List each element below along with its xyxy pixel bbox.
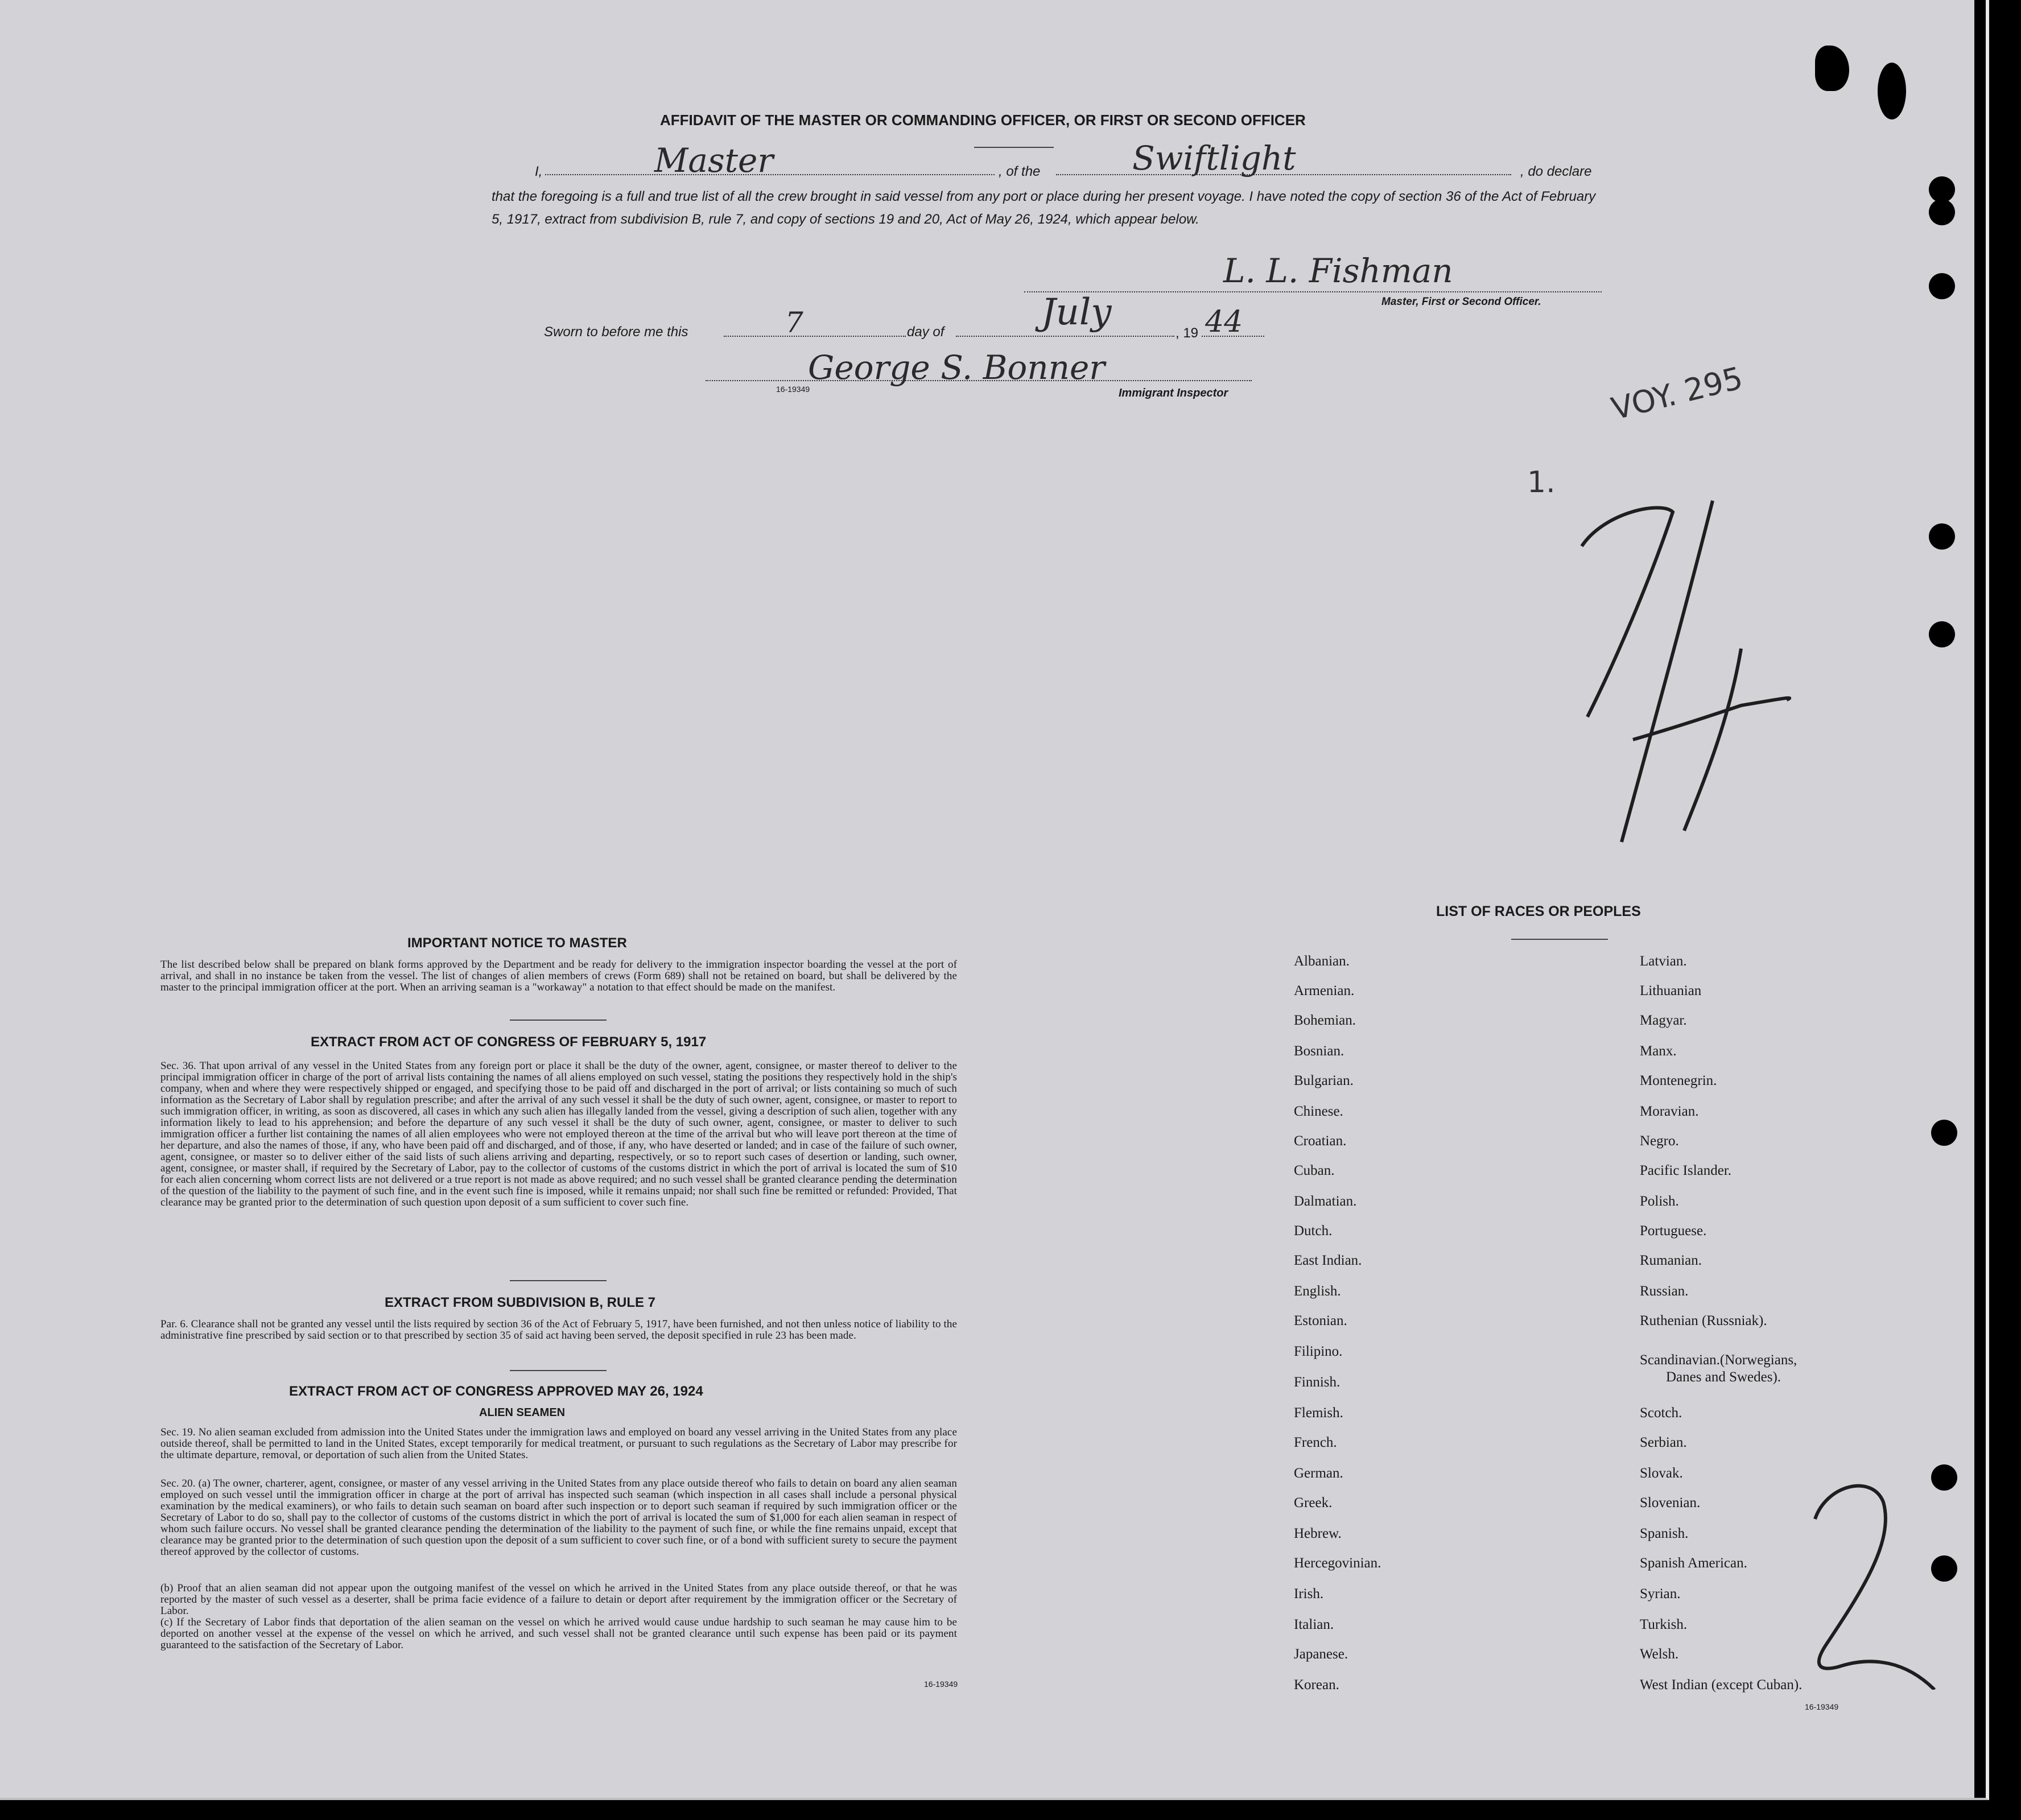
race-item: Ruthenian (Russniak). (1640, 1313, 1767, 1328)
race-item: Japanese. (1294, 1646, 1348, 1662)
handwritten-master-signature: L. L. Fishman (1223, 251, 1453, 290)
race-item: Magyar. (1640, 1013, 1687, 1028)
race-item: German. (1294, 1466, 1343, 1481)
divider (510, 1370, 607, 1371)
extract-rule7-body: Par. 6. Clearance shall not be granted any vessel until the lists required by section 36 of the Act of February 5, 1917, have been furnished, and not then unless notice of liability to the administrative fine prescribed by said section or to that prescribed by section 35 of said act having been served, the deposit specified in rule 23 has been made. (160, 1318, 957, 1342)
race-item: Slovenian. (1640, 1495, 1701, 1511)
handwritten-voyage-note: VOY. 295 (1607, 360, 1747, 427)
race-item: Hercegovinian. (1294, 1555, 1381, 1571)
race-item: Bohemian. (1294, 1013, 1356, 1028)
race-item: Chinese. (1294, 1104, 1343, 1119)
race-item: Rumanian. (1640, 1253, 1702, 1268)
fill-line (956, 336, 1174, 337)
race-item: Dalmatian. (1294, 1194, 1357, 1209)
extract-1924-sec20a: Sec. 20. (a) The owner, charterer, agent, consignee, or master of any vessel arriving in the United States from any place outside thereof who fails to detain on board any alien seaman employed on such vessel until the immigration officer in charge at the port of arrival has inspected such seaman (which inspection in all cases shall include a personal physical examination by the medical examiners), or who fails to detain such seaman on board after such inspection or to deport such seaman if required by such immigration officer or the Secretary of Labor to do so, shall pay to the collector of customs of the customs district in which the port of arrival is located the sum of $1,000 for each alien seaman in respect of whom such failure occurs. No vessel shall be granted clearance pending the determination of the liability to the payment of such fine, or while the fine remains unpaid, except that clearance may be granted prior to the determination of such question upon the deposit of a sum sufficient to cover such fine, or of a bond with sufficient surety to secure the payment thereof approved by the collector of customs. (160, 1478, 957, 1558)
race-item: Montenegrin. (1640, 1073, 1717, 1088)
notice-title: IMPORTANT NOTICE TO MASTER (407, 935, 627, 951)
extract-1924-title: EXTRACT FROM ACT OF CONGRESS APPROVED MAY 26, 1924 (289, 1384, 703, 1399)
race-item: Scotch. (1640, 1405, 1682, 1421)
extract-1924-sec20c: (c) If the Secretary of Labor finds that deportation of the alien seaman on the vessel on which he arrived would cause undue hardship to such seaman he may cause him to be deported on another vessel at the expense of the vessel on which he arrived, and such vessel shall not be granted clearance until such expense has been paid or its payment guaranteed to the satisfaction of the Secretary of Labor. (160, 1616, 957, 1651)
race-item: Spanish. (1640, 1526, 1689, 1541)
handwritten-year: 44 (1205, 305, 1243, 339)
race-item: French. (1294, 1435, 1337, 1450)
divider (510, 1020, 607, 1021)
punch-hole (1929, 621, 1955, 647)
handwritten-vessel: Swiftlight (1132, 139, 1296, 178)
affidavit-body: that the foregoing is a full and true list of all the crew brought in said vessel from any port or place during her present voyage. I have noted the copy of section 36 of the Act of February 5, 1917, extract from subdivision B, rule 7, and copy of sections 19 and 20, Act of May 26, 1924, which appear below. (492, 189, 1596, 227)
day-of-label: day of (907, 324, 944, 340)
affidavit-do-declare: , do declare (1520, 164, 1592, 179)
race-item: Italian. (1294, 1617, 1334, 1632)
race-item: Portuguese. (1640, 1223, 1707, 1239)
alien-seamen-subtitle: ALIEN SEAMEN (479, 1406, 566, 1419)
race-item: Scandinavian.(Norwegians, (1640, 1352, 1797, 1368)
race-item: Latvian. (1640, 954, 1687, 969)
divider (974, 147, 1054, 148)
handwritten-month: July (1041, 291, 1112, 333)
race-item: Estonian. (1294, 1313, 1347, 1328)
divider (1511, 939, 1608, 940)
race-item: Spanish American. (1640, 1555, 1747, 1571)
race-item: East Indian. (1294, 1253, 1362, 1268)
notice-body: The list described below shall be prepared on blank forms approved by the Department and be ready for delivery to the immigration inspector boarding the vessel at the port of arrival, and shall in no instance be taken from the vessel. The list of changes of alien members of crews (Form 689) shall not be retained on board, but shall be delivered by the master to the principal immigration officer at the port. When an arriving seaman is a "workaway" a notation to that effect should be made on the manifest. (160, 959, 957, 993)
race-item: English. (1294, 1284, 1341, 1299)
fill-line (724, 336, 906, 337)
race-item: Russian. (1640, 1284, 1689, 1299)
form-number: 16-19349 (776, 385, 810, 394)
handwritten-number-two (1792, 1479, 1952, 1690)
race-item: Slovak. (1640, 1466, 1683, 1481)
handwritten-large-date (1502, 478, 1798, 853)
race-item: Croatian. (1294, 1133, 1347, 1149)
page-edge (1974, 0, 1986, 1798)
race-item: West Indian (except Cuban). (1640, 1677, 1803, 1693)
punch-hole (1929, 523, 1955, 550)
sworn-label: Sworn to before me this (544, 324, 688, 340)
handwritten-mark: 1. (1527, 465, 1556, 500)
race-item: Hebrew. (1294, 1526, 1342, 1541)
race-item: Negro. (1640, 1133, 1679, 1149)
form-number: 16-19349 (924, 1679, 958, 1689)
affidavit-i: I, (535, 164, 543, 179)
punch-hole (1931, 1120, 1957, 1146)
race-item: Cuban. (1294, 1163, 1335, 1178)
ink-blot (1815, 46, 1849, 91)
punch-hole (1929, 273, 1955, 299)
extract-rule7-title: EXTRACT FROM SUBDIVISION B, RULE 7 (385, 1295, 656, 1310)
race-item: Dutch. (1294, 1223, 1333, 1239)
extract-1917-title: EXTRACT FROM ACT OF CONGRESS OF FEBRUARY 5, 1917 (311, 1034, 707, 1050)
year-prefix: , 19 (1176, 325, 1199, 341)
race-item: Pacific Islander. (1640, 1163, 1732, 1178)
race-item: Albanian. (1294, 954, 1350, 969)
race-item: Finnish. (1294, 1375, 1341, 1390)
extract-1917-body: Sec. 36. That upon arrival of any vessel in the United States from any foreign port or place it shall be the duty of the owner, agent, consignee, or master thereof to deliver to the principal immigration officer in charge of the port of arrival lists containing the names of all aliens employed on such vessel, stating the positions they respectively hold in the ship's company, when and where they were respectively shipped or engaged, and specifying those to be paid off and discharged in the port of arrival; or lists containing so much of such information as the Secretary of Labor shall by regulation prescribe; and after the arrival of any such vessel it shall be the duty of such owner, agent, consignee, or master to report to such immigration officer, in writing, as soon as discovered, all cases in which any such alien has illegally landed from the vessel, giving a description of such alien, together with any information likely to lead to his apprehension; and before the departure of any such vessel it shall be the duty of such owner, agent, consignee, or master to deliver to such immigration officer a further list containing the names of all alien employees who were not employed thereon at the time of the arrival but who will leave port thereon at the time of her departure, and also the names of those, if any, who have been paid off and discharged, and of those, if any, who have deserted or landed; and in case of the failure of such owner, agent, consignee, or master so to deliver either of the said lists of such aliens arriving and departing, respectively, or so to report such cases of desertion or landing, such owner, agent, consignee, or master shall, if required by the Secretary of Labor, pay to the collector of customs of the customs district in which the port of arrival is located the sum of $10 for each alien concerning whom correct lists are not delivered or a true report is not made as above required; and no such vessel shall be granted clearance pending the determination of the question of the liability to the payment of such fine, and in the event such fine is imposed, while it remains unpaid; nor shall such fine be remitted or refunded: Provided, That clearance may be granted prior to the determination of such question upon deposit of a sum sufficient to cover such fine. (160, 1060, 957, 1208)
race-item: Flemish. (1294, 1405, 1343, 1421)
extract-1924-sec19: Sec. 19. No alien seaman excluded from admission into the United States under the immigration laws and employed on board any vessel arriving in the United States from any place outside thereof, shall be permitted to land in the United States, except temporarily for medical treatment, or pursuant to such regulations as the Secretary of Labor may prescribe for the ultimate departure, removal, or deportation of such alien from the United States. (160, 1426, 957, 1461)
master-officer-label: Master, First or Second Officer. (1381, 296, 1541, 308)
handwritten-rank: Master (654, 141, 774, 180)
affidavit-of-the: , of the (999, 164, 1041, 179)
race-item: Filipino. (1294, 1344, 1343, 1359)
immigrant-inspector-label: Immigrant Inspector (1119, 387, 1228, 399)
extract-1924-sec20b: (b) Proof that an alien seaman did not appear upon the outgoing manifest of the vessel on which he arrived in the United States from any place outside thereof, or that he was reported by the master of such vessel as a deserter, shall be prima facie evidence of a failure to detain or deport after requirement by the immigration officer or the Secretary of Labor. (160, 1582, 957, 1617)
race-item: Irish. (1294, 1586, 1324, 1602)
handwritten-inspector-signature: George S. Bonner (808, 348, 1106, 387)
divider (510, 1280, 607, 1281)
races-title: LIST OF RACES OR PEOPLES (1436, 903, 1641, 919)
handwritten-day: 7 (785, 306, 803, 339)
race-item: Moravian. (1640, 1104, 1699, 1119)
race-item: Welsh. (1640, 1646, 1679, 1662)
race-item: Polish. (1640, 1194, 1679, 1209)
race-item: Bulgarian. (1294, 1073, 1354, 1088)
race-item: Armenian. (1294, 983, 1355, 998)
race-item: Lithuanian (1640, 983, 1702, 998)
race-item: Serbian. (1640, 1435, 1687, 1450)
race-item: Greek. (1294, 1495, 1333, 1511)
punch-hole (1929, 199, 1955, 225)
race-item: Turkish. (1640, 1617, 1688, 1632)
race-item: Manx. (1640, 1043, 1677, 1059)
race-item: Korean. (1294, 1677, 1339, 1693)
affidavit-title: AFFIDAVIT OF THE MASTER OR COMMANDING OFFICER, OR FIRST OR SECOND OFFICER (660, 112, 1306, 129)
ink-blot (1878, 63, 1906, 119)
form-number: 16-19349 (1805, 1702, 1839, 1711)
race-item: Danes and Swedes). (1666, 1369, 1781, 1385)
race-item: Syrian. (1640, 1586, 1681, 1602)
race-item: Bosnian. (1294, 1043, 1344, 1059)
